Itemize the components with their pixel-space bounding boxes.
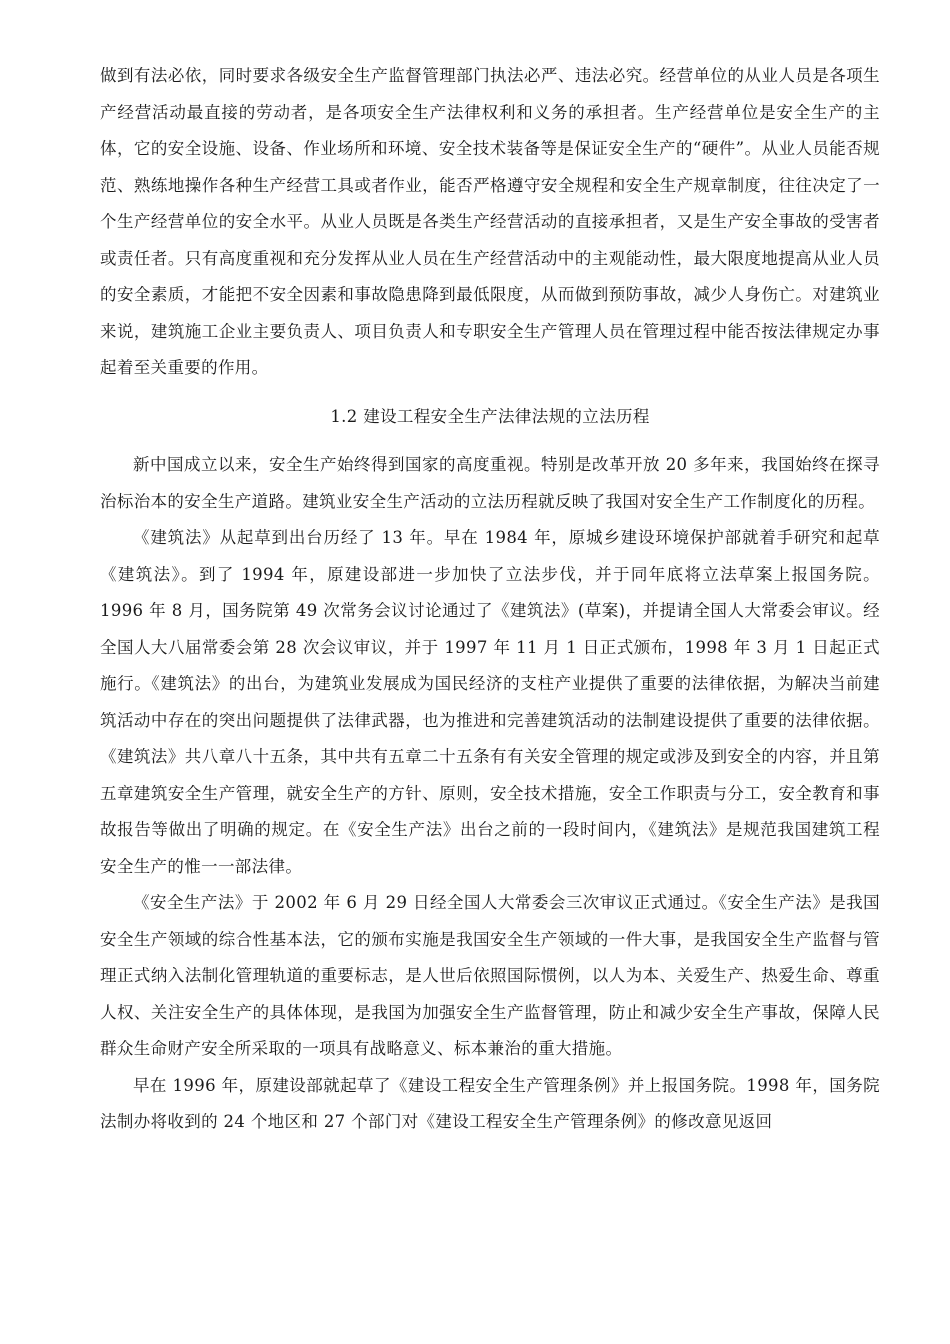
section-heading: 1.2 建设工程安全生产法律法规的立法历程 xyxy=(330,406,650,426)
paragraph: 做到有法必依，同时要求各级安全生产监督管理部门执法必严、违法必究。经营单位的从业人员是各项生产经营活动最直接的劳动者，是各项安全生产法律权利和义务的承担者。生产经营单位是安全生产的主体，它的安全设施、设备、作业场所和环境、安全技术装备等是保证安全生产的“硬件”。从业人员能否规范、熟练地操作各种生产经营工具或者作业，能否严格遵守安全规程和安全生产规章制度，往往决定了一个生产经营单位的安全水平。从业人员既是各类生产经营活动的直接承担者，又是生产安全事故的受害者或责任者。只有高度重视和充分发挥从业人员在生产经营活动中的主观能动性，最大限度地提高从业人员的安全素质，才能把不安全因素和事故隐患降到最低限度，从而做到预防事故，减少人身伤亡。对建筑业来说，建筑施工企业主要负责人、项目负责人和专职安全生产管理人员在管理过程中能否按法律规定办事起着至关重要的作用。 xyxy=(100,66,880,377)
paragraph: 早在 1996 年，原建设部就起草了《建设工程安全生产管理条例》并上报国务院。1998 年，国务院法制办将收到的 24 个地区和 27 个部门对《建设工程安全生产管理条例》的修改意见返回 xyxy=(100,1075,880,1131)
document-page xyxy=(100,58,880,1141)
paragraph: 新中国成立以来，安全生产始终得到国家的高度重视。特别是改革开放 20 多年来，我国始终在探寻治标治本的安全生产道路。建筑业安全生产活动的立法历程就反映了我国对安全生产工作制度化的历程。 xyxy=(100,455,880,511)
paragraph: 《安全生产法》于 2002 年 6 月 29 日经全国人大常委会三次审议正式通过。《安全生产法》是我国安全生产领域的综合性基本法，它的颁布实施是我国安全生产领域的一件大事，是我国安全生产监督与管理正式纳入法制化管理轨道的重要标志，是人世后依照国际惯例，以人为本、关爱生产、热爱生命、尊重人权、关注安全生产的具体体现，是我国为加强安全生产监督管理，防止和减少安全生产事故，保障人民群众生命财产安全所采取的一项具有战略意义、标本兼治的重大措施。 xyxy=(100,893,880,1058)
paragraph: 《建筑法》从起草到出台历经了 13 年。早在 1984 年，原城乡建设环境保护部就着手研究和起草《建筑法》。到了 1994 年，原建设部进一步加快了立法步伐，并于同年底将立法草案上报国务院。1996 年 8 月，国务院第 49 次常务会议讨论通过了《建筑法》(草案)，并提请全国人大常委会审议。经全国人大八届常委会第 28 次会议审议，并于 1997 年 11 月 1 日正式颁布，1998 年 3 月 1 日起正式施行。《建筑法》的出台，为建筑业发展成为国民经济的支柱产业提供了重要的法律依据，为解决当前建筑活动中存在的突出问题提供了法律武器，也为推进和完善建筑活动的法制建设提供了重要的法律依据。《建筑法》共八章八十五条，其中共有五章二十五条有有关安全管理的规定或涉及到安全的内容，并且第五章建筑安全生产管理，就安全生产的方针、原则，安全技术措施，安全工作职责与分工，安全教育和事故报告等做出了明确的规定。在《安全生产法》出台之前的一段时间内，《建筑法》是规范我国建筑工程安全生产的惟一一部法律。 xyxy=(100,528,880,876)
